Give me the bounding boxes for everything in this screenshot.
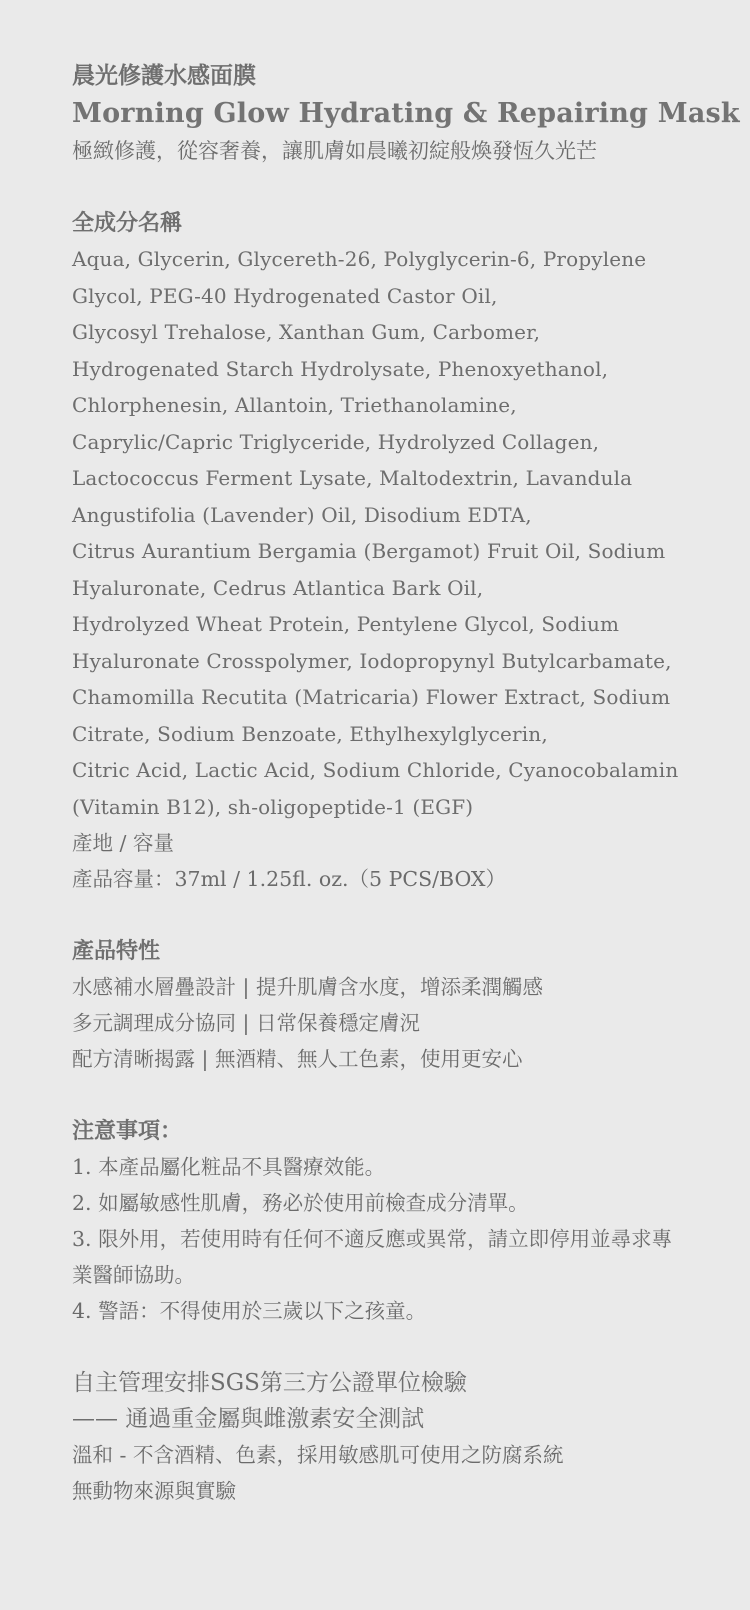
product-name-en: Morning Glow Hydrating & Repairing Mask	[72, 98, 740, 129]
ingredients-line: Citric Acid, Lactic Acid, Sodium Chloride, Cyanocobalamin (Vitamin B12), sh-oligopeptide-1 (EGF)	[72, 758, 679, 819]
note-item: 3. 限外用，若使用時有任何不適反應或異常，請立即停用並尋求專業醫師協助。	[72, 1227, 673, 1287]
testing-heading: 自主管理安排SGS第三方公證單位檢驗	[72, 1370, 467, 1396]
note-item: 2. 如屬敏感性肌膚，務必於使用前檢查成分清單。	[72, 1191, 529, 1215]
features-heading: 產品特性	[72, 938, 161, 964]
testing-subheading: —— 通過重金屬與雌激素安全測試	[72, 1406, 425, 1432]
testing-item: 溫和 - 不含酒精、色素，採用敏感肌可使用之防腐系統	[72, 1443, 564, 1467]
ingredients-line: Glycosyl Trehalose, Xanthan Gum, Carbomer, Hydrogenated Starch Hydrolysate, Phenoxyethanol,	[72, 320, 609, 381]
product-name-cn: 晨光修護水感面膜	[72, 62, 256, 89]
feature-item: 水感補水層疊設計 | 提升肌膚含水度，增添柔潤觸感	[72, 975, 543, 999]
testing-section	[72, 1365, 680, 1509]
ingredients-line: Aqua, Glycerin, Glycereth-26, Polyglycerin-6, Propylene Glycol, PEG-40 Hydrogenated Castor Oil,	[72, 247, 647, 308]
feature-item: 配方清晰揭露 | 無酒精、無人工色素，使用更安心	[72, 1047, 523, 1071]
product-header	[72, 58, 740, 169]
notes-section	[72, 1113, 680, 1329]
origin-label: 產地 / 容量	[72, 831, 174, 855]
features-section	[72, 933, 680, 1077]
ingredients-line: Citrus Aurantium Bergamia (Bergamot) Fruit Oil, Sodium Hyaluronate, Cedrus Atlantica Bark Oil,	[72, 539, 666, 600]
notes-heading: 注意事項：	[72, 1118, 183, 1144]
ingredients-heading: 全成分名稱	[72, 210, 183, 236]
ingredients-list	[72, 241, 680, 825]
ingredients-line: Hydrolyzed Wheat Protein, Pentylene Glycol, Sodium Hyaluronate Crosspolymer, Iodopropynyl Butylcarbamate,	[72, 612, 672, 673]
ingredients-line: Chamomilla Recutita (Matricaria) Flower Extract, Sodium Citrate, Sodium Benzoate, Ethylhexylglycerin,	[72, 685, 671, 746]
product-tagline: 極緻修護，從容奢養，讓肌膚如晨曦初綻般煥發恆久光芒	[72, 139, 597, 163]
feature-item: 多元調理成分協同 | 日常保養穩定膚況	[72, 1011, 420, 1035]
ingredients-line: Lactococcus Ferment Lysate, Maltodextrin, Lavandula Angustifolia (Lavender) Oil, Disodium EDTA,	[72, 466, 633, 527]
ingredients-section	[72, 205, 680, 897]
note-item: 4. 警語：不得使用於三歲以下之孩童。	[72, 1299, 427, 1323]
note-item: 1. 本產品屬化粧品不具醫療效能。	[72, 1155, 386, 1179]
testing-item: 無動物來源與實驗	[72, 1479, 236, 1503]
ingredients-line: Chlorphenesin, Allantoin, Triethanolamine, Caprylic/Capric Triglyceride, Hydrolyzed Collagen,	[72, 393, 600, 454]
capacity-text: 產品容量：37ml / 1.25fl. oz.（5 PCS/BOX）	[72, 867, 507, 891]
